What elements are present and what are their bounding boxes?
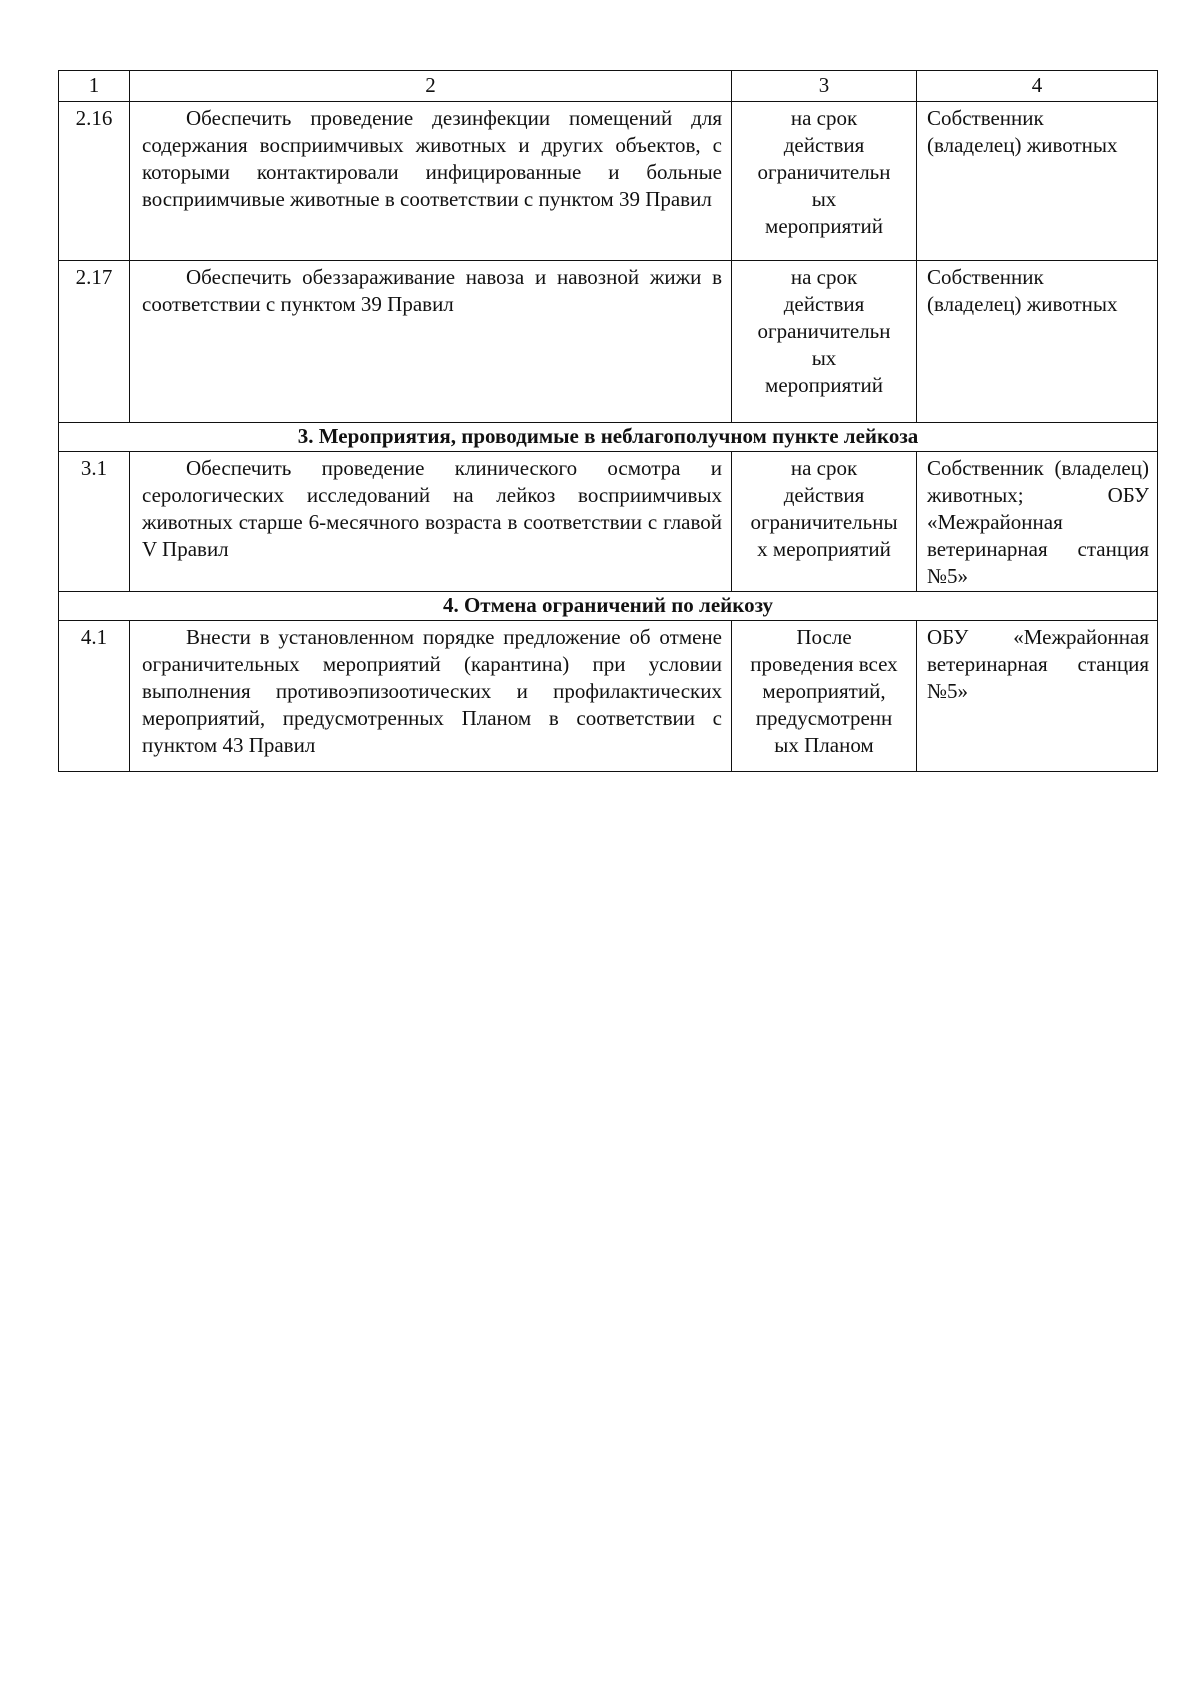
- row-number: 2.17: [59, 261, 130, 423]
- term-cell: [732, 261, 917, 423]
- responsible-cell: [917, 102, 1158, 261]
- section-heading-row: [59, 592, 1158, 621]
- row-number: 4.1: [59, 621, 130, 772]
- responsible-text: Собственник (владелец) животных: [927, 106, 1118, 157]
- column-number-1: 1: [59, 71, 130, 102]
- measure-text: Обеспечить проведение клинического осмотра и серологических исследований на лейкоз восприимчивых животных старше 6-месячного возраста в соответствии с главой V Правил: [142, 456, 722, 561]
- term-text: После проведения всех мероприятий, предусмотренн ых Планом: [750, 625, 898, 757]
- responsible-cell: [917, 261, 1158, 423]
- table-row: [59, 102, 1158, 261]
- column-number-4: 4: [917, 71, 1158, 102]
- responsible-cell: [917, 621, 1158, 772]
- term-text: на срок действия ограничительн ых мероприятий: [757, 265, 891, 397]
- responsible-text: Собственник (владелец) животных; ОБУ «Межрайонная ветеринарная станция №5»: [927, 456, 1149, 588]
- measure-text: Обеспечить проведение дезинфекции помещений для содержания восприимчивых животных и других объектов, с которыми контактировали инфицированные и больные восприимчивые животные в соответствии с пунктом 39 Правил: [142, 106, 722, 211]
- term-cell: [732, 621, 917, 772]
- term-cell: [732, 452, 917, 592]
- term-cell: [732, 102, 917, 261]
- section-heading-row: [59, 423, 1158, 452]
- column-number-3: 3: [732, 71, 917, 102]
- term-text: на срок действия ограничительны х мероприятий: [750, 456, 898, 561]
- measure-cell: [130, 452, 732, 592]
- row-number: 3.1: [59, 452, 130, 592]
- responsible-text: Собственник (владелец) животных: [927, 265, 1118, 316]
- measures-table: [58, 70, 1158, 772]
- measure-cell: [130, 102, 732, 261]
- table-header-row: [59, 71, 1158, 102]
- measure-cell: [130, 261, 732, 423]
- table-row: [59, 452, 1158, 592]
- table-row: [59, 261, 1158, 423]
- responsible-cell: [917, 452, 1158, 592]
- responsible-text: ОБУ «Межрайонная ветеринарная станция №5»: [927, 625, 1149, 703]
- section-3-title: 3. Мероприятия, проводимые в неблагополучном пункте лейкоза: [59, 423, 1158, 452]
- row-number: 2.16: [59, 102, 130, 261]
- measure-text: Внести в установленном порядке предложение об отмене ограничительных мероприятий (карантина) при условии выполнения противоэпизоотических и профилактических мероприятий, предусмотренных Планом в соответствии с пунктом 43 Правил: [142, 625, 722, 757]
- measure-cell: [130, 621, 732, 772]
- column-number-2: 2: [130, 71, 732, 102]
- measure-text: Обеспечить обеззараживание навоза и навозной жижи в соответствии с пунктом 39 Правил: [142, 265, 722, 316]
- section-4-title: 4. Отмена ограничений по лейкозу: [59, 592, 1158, 621]
- term-text: на срок действия ограничительн ых мероприятий: [757, 106, 891, 238]
- table-row: [59, 621, 1158, 772]
